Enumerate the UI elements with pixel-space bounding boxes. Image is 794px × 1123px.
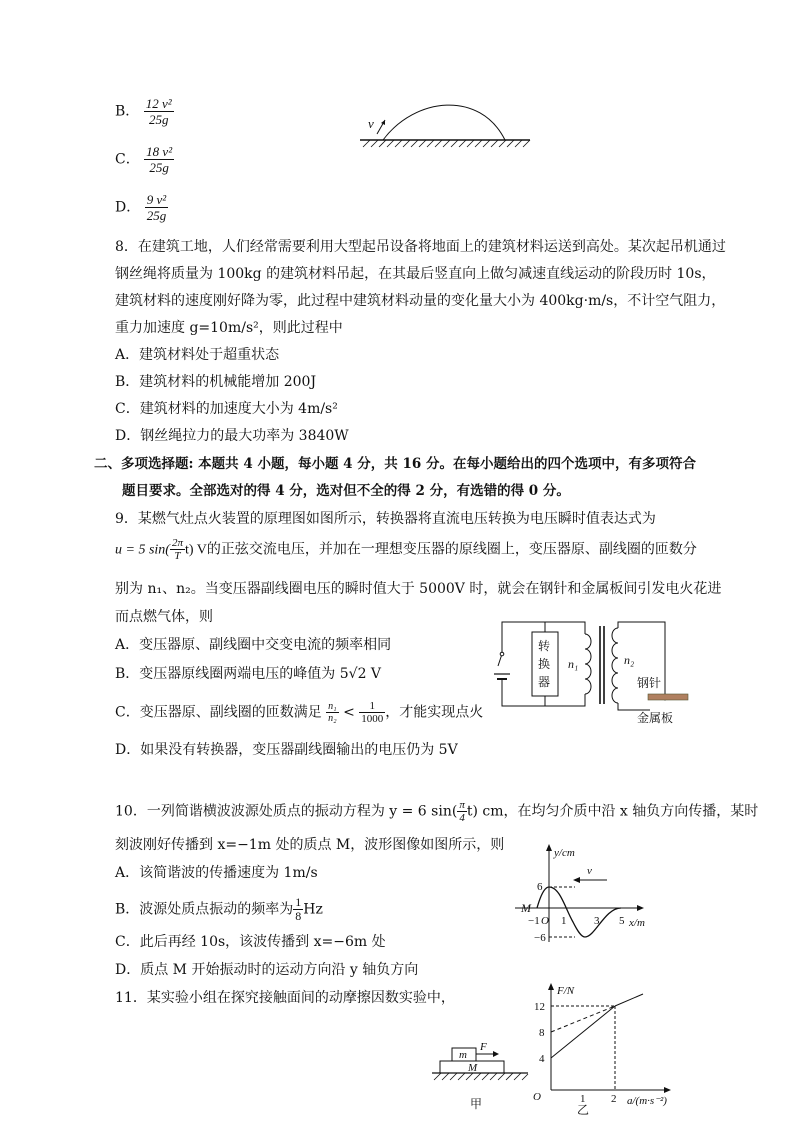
stem-text-tail: t) cm，在均匀介质中沿 x 轴负方向传播，某时 <box>466 803 759 820</box>
q11-stem-line-1: 11．某实验小组在探究接触面间的动摩擦因数实验中， <box>115 990 455 1006</box>
q7-option-d <box>115 192 168 223</box>
primary-coil <box>585 634 591 694</box>
origin-label: O <box>533 1091 541 1103</box>
denominator: T <box>174 550 181 562</box>
stem-text: 10．一列简谐横波波源处质点的振动方程为 y = 6 sin( <box>115 803 458 820</box>
q9-figure-circuit <box>490 614 690 729</box>
denominator: 25g <box>148 112 169 127</box>
q10-stem-line-1 <box>115 799 758 824</box>
q9-option-a: A．变压器原、副线圈中交变电流的频率相同 <box>115 637 392 653</box>
fraction <box>144 144 174 175</box>
dashed-line <box>551 1006 615 1032</box>
option-text-tail: ，才能实现点火 <box>385 704 484 721</box>
tick-x-1: 1 <box>561 915 567 927</box>
voltage-formula: u = 5 sin( <box>115 542 170 558</box>
q7-option-c <box>115 144 174 175</box>
tick-x-2: 2 <box>611 1093 617 1105</box>
n1-label: n₁ <box>568 657 579 671</box>
q8-option-d: D．钢丝绳拉力的最大功率为 3840W <box>115 428 349 444</box>
denominator: 25g <box>146 208 167 223</box>
q7-option-b <box>115 96 174 127</box>
q8-stem-line-3: 建筑材料的速度刚好降为零，此过程中建筑材料动量的变化量大小为 400kg·m/s，不计空气阻力， <box>115 293 726 309</box>
numerator: 1 <box>359 700 385 713</box>
converter-label-1: 转 <box>538 639 551 653</box>
x-axis-arrowhead <box>637 905 644 911</box>
needle-label: 钢针 <box>637 676 662 690</box>
q9-stem-line-4: 而点燃气体，则 <box>115 609 213 625</box>
numerator: 1 <box>295 895 302 909</box>
option-letter: B． <box>115 103 140 120</box>
y-axis-label: F/N <box>557 985 575 997</box>
denominator: n₂ <box>328 713 337 724</box>
tick-y-neg6: −6 <box>534 932 546 944</box>
wire <box>618 703 650 710</box>
less-than: < <box>343 704 355 721</box>
converter-label-3: 器 <box>538 675 551 689</box>
denominator: 4 <box>459 812 465 824</box>
q11-figure-blocks <box>430 1040 530 1115</box>
y-axis-label: y/cm <box>554 847 575 859</box>
q10-option-c: C．此后再经 10s，该波传播到 x=−6m 处 <box>115 934 386 950</box>
trajectory-arc <box>383 105 505 140</box>
q8-option-b: B．建筑材料的机械能增加 200J <box>115 374 317 390</box>
figure-caption-jia: 甲 <box>470 1097 483 1111</box>
force-arrowhead <box>493 1051 499 1057</box>
block-m-label: m <box>459 1049 467 1061</box>
n2-label: n₂ <box>624 653 635 667</box>
q9-stem-line-2-text: 的正弦交流电压，并加在一理想变压器的原线圈上，变压器原、副线圈的匝数分 <box>206 541 697 558</box>
switch-contact <box>500 652 504 656</box>
q9-option-c <box>115 700 483 725</box>
turns-ratio-fraction <box>326 701 338 724</box>
option-text: C．变压器原、副线圈的匝数满足 <box>115 704 322 721</box>
q10-option-a: A．该简谐波的传播速度为 1m/s <box>115 865 318 881</box>
plate-label: 金属板 <box>637 711 674 725</box>
frequency-fraction <box>293 896 303 923</box>
q9-option-d: D．如果没有转换器，变压器副线圈输出的电压仍为 5V <box>115 742 458 758</box>
tick-x-origin: O <box>541 915 549 927</box>
y-axis-arrowhead <box>548 983 554 990</box>
velocity-label: v <box>587 865 592 877</box>
q8-option-c: C．建筑材料的加速度大小为 4m/s² <box>115 401 338 417</box>
section2-heading-line-2: 题目要求。全部选对的得 4 分，选对但不全的得 2 分，有选错的得 0 分。 <box>122 483 570 499</box>
q11-figure-graph <box>527 980 677 1118</box>
tick-y-4: 4 <box>539 1053 545 1065</box>
numerator: 2π <box>171 537 183 549</box>
tick-y-12: 12 <box>534 1001 545 1013</box>
tick-x-3: 3 <box>594 915 600 927</box>
section2-heading-line-1: 二、多项选择题: 本题共 4 小题，每小题 4 分，共 16 分。在每小题给出的四个选项中，有多项符合 <box>94 456 696 472</box>
q8-stem-line-4: 重力加速度 g=10m/s²，则此过程中 <box>115 320 343 336</box>
tick-x-1: 1 <box>580 1093 586 1105</box>
q8-option-a: A．建筑材料处于超重状态 <box>115 347 280 363</box>
x-axis-label: x/m <box>629 917 645 929</box>
numerator: n₁ <box>328 701 337 712</box>
velocity-label: v <box>368 116 374 131</box>
x-axis-label: a/(m·s⁻²) <box>627 1095 667 1107</box>
fraction <box>144 96 174 127</box>
tick-y-8: 8 <box>539 1027 545 1039</box>
ground-hatch <box>363 140 530 147</box>
q10-option-b <box>115 896 323 923</box>
solid-line <box>551 1006 615 1058</box>
tick-x-5: 5 <box>619 915 625 927</box>
solid-line-extension <box>615 994 643 1006</box>
numerator: 18 v² <box>146 144 173 159</box>
ground-hatch <box>434 1073 528 1080</box>
figure-caption-yi: 乙 <box>577 1103 590 1117</box>
denominator: 25g <box>149 160 169 175</box>
denominator: 1000 <box>361 713 384 725</box>
option-text: B．波源处质点振动的频率为 <box>115 901 294 918</box>
force-label: F <box>480 1041 487 1053</box>
converter-label-2: 换 <box>538 657 551 671</box>
tick-y-6: 6 <box>537 881 543 893</box>
block-M-label: M <box>468 1062 478 1074</box>
numerator: 12 v² <box>145 96 172 111</box>
formula-fraction <box>170 537 185 562</box>
q9-stem-line-3: 别为 n₁、n₂。当变压器副线圈电压的瞬时值大于 5000V 时，就会在钢针和金属板间引发电火花进 <box>115 581 722 597</box>
numerator: π <box>459 799 465 811</box>
numerator: 9 v² <box>145 192 169 208</box>
wave-curve <box>537 887 621 937</box>
metal-plate <box>648 694 688 700</box>
tick-x-neg1: −1 <box>528 915 540 927</box>
q9-stem-line-2 <box>115 537 697 562</box>
velocity-arrowhead <box>573 877 580 883</box>
q7-figure-trajectory <box>355 92 535 154</box>
q10-figure-wave <box>515 842 665 947</box>
omega-fraction <box>457 799 467 824</box>
fraction <box>145 192 169 223</box>
secondary-coil <box>612 628 618 703</box>
formula-tail: t) V <box>184 542 207 558</box>
ratio-bound-fraction <box>359 700 385 725</box>
q8-stem-line-1: 8．在建筑工地，人们经常需要利用大型起吊设备将地面上的建筑材料运送到高处。某次起吊机通过 <box>115 239 726 255</box>
q10-option-d: D．质点 M 开始振动时的运动方向沿 y 轴负方向 <box>115 962 419 978</box>
q9-stem-line-1: 9．某燃气灶点火装置的原理图如图所示，转换器将直流电压转换为电压瞬时值表达式为 <box>115 511 656 527</box>
point-m-label: M <box>521 901 531 915</box>
wire <box>502 622 520 654</box>
x-axis-arrowhead <box>664 1087 671 1093</box>
q9-option-b: B．变压器原线圈两端电压的峰值为 5√2 V <box>115 666 382 682</box>
q10-stem-line-2: 刻波刚好传播到 x=−1m 处的质点 M，波形图像如图所示，则 <box>115 837 505 853</box>
option-letter: D． <box>115 199 141 216</box>
option-unit: Hz <box>303 901 323 918</box>
denominator: 8 <box>295 909 302 923</box>
option-letter: C． <box>115 151 140 168</box>
q8-stem-line-2: 钢丝绳将质量为 100kg 的建筑材料吊起，在其最后竖直向上做匀减速直线运动的阶段历时 10s， <box>115 266 716 282</box>
wire <box>502 679 532 706</box>
y-axis-arrowhead <box>546 844 552 851</box>
